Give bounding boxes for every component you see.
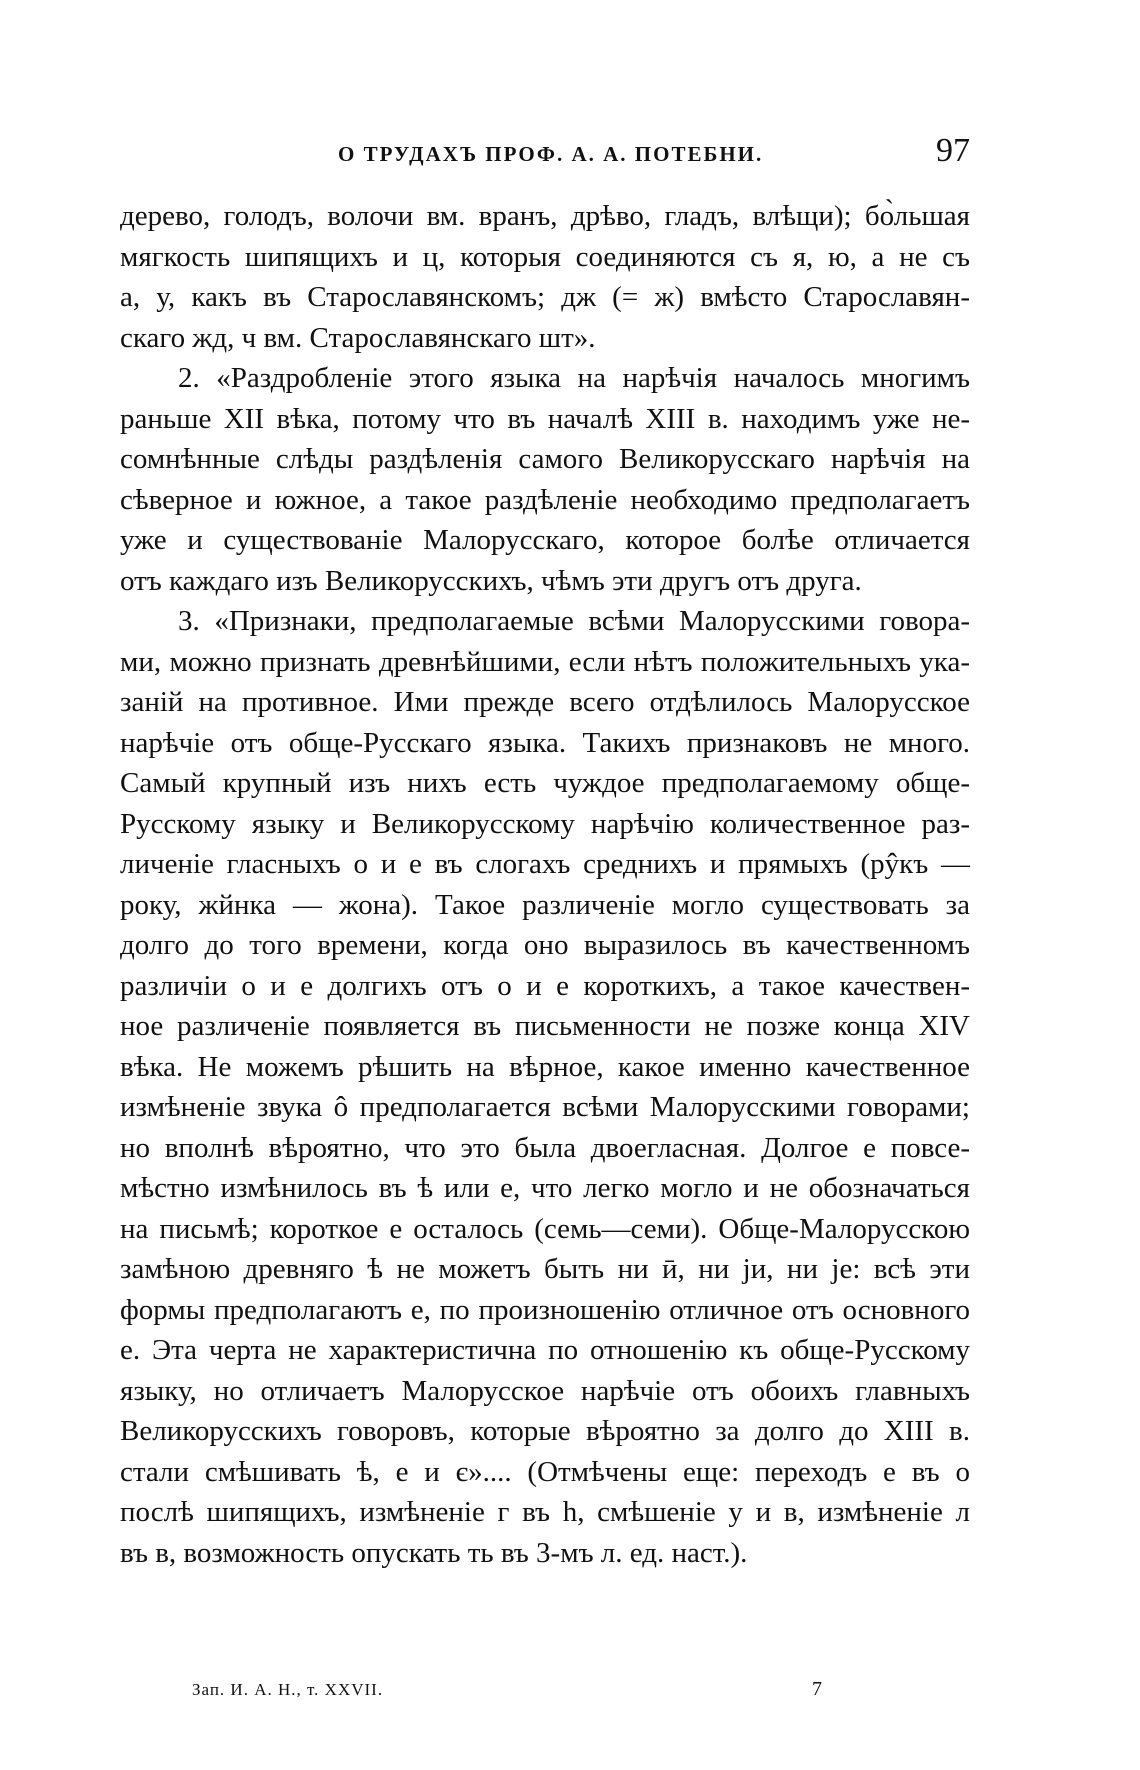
sheet-number: 7 bbox=[812, 1678, 822, 1700]
body-text bbox=[120, 196, 970, 1573]
paragraph-1 bbox=[120, 196, 970, 358]
text-line: замѣною древняго ѣ не можетъ быть ни ӣ, ни jи, ни jе: всѣ эти bbox=[120, 1253, 970, 1285]
text-line: измѣненіе звука ô предполагается всѣми Малорусскими говорами; bbox=[120, 1091, 970, 1123]
text-line: мѣстно измѣнилось въ ѣ или е, что легко могло и не обозначаться bbox=[120, 1172, 970, 1204]
paragraph-3 bbox=[120, 601, 970, 1573]
text-line: дерево, голодъ, волочи вм. вранъ, дрѣво, гладъ, влѣщи); бо̀льшая bbox=[120, 200, 970, 232]
text-line: ми, можно признать древнѣйшими, если нѣтъ положительныхъ ука- bbox=[120, 645, 970, 678]
text-line: въ в, возможность опускать ть въ 3-мъ л. ед. наст.). bbox=[120, 1536, 748, 1569]
text-line: 2. «Раздробленіе этого языка на нарѣчія началось многимъ bbox=[178, 362, 970, 394]
text-line: нарѣчіе отъ обще-Русскаго языка. Такихъ признаковъ не много. bbox=[120, 726, 970, 759]
text-line: стали смѣшивать ѣ, е и є».... (Отмѣчены еще: переходъ е въ о bbox=[120, 1455, 970, 1488]
text-line: раньше XII вѣка, потому что въ началѣ XIII в. находимъ уже не- bbox=[120, 402, 970, 435]
text-line: послѣ шипящихъ, измѣненіе г въ h, смѣшеніе у и в, измѣненіе л bbox=[120, 1496, 970, 1528]
text-line: скаго жд, ч вм. Старославянскаго шт». bbox=[120, 321, 596, 354]
text-line: языку, но отличаетъ Малорусское нарѣчіе отъ обоихъ главныхъ bbox=[120, 1374, 970, 1407]
page-header bbox=[120, 132, 970, 176]
text-line: формы предполагаютъ е, по произношенію отличное отъ основного bbox=[120, 1293, 970, 1326]
text-line: личеніе гласныхъ о и е въ слогахъ среднихъ и прямыхъ (рŷкъ — bbox=[120, 848, 970, 880]
text-line: сѣверное и южное, а такое раздѣленіе необходимо предполагаетъ bbox=[120, 483, 970, 516]
paragraph-2 bbox=[120, 358, 970, 601]
text-line: Великорусскихъ говоровъ, которые вѣроятно за долго до XIII в. bbox=[120, 1415, 970, 1447]
text-line: сомнѣнные слѣды раздѣленія самого Великорусскаго нарѣчія на bbox=[120, 443, 970, 475]
text-line: Самый крупный изъ нихъ есть чуждое предполагаемому обще- bbox=[120, 767, 970, 799]
text-line: Русскому языку и Великорусскому нарѣчію количественное раз- bbox=[120, 807, 970, 840]
text-line: различіи о и е долгихъ отъ о и е короткихъ, а такое качествен- bbox=[120, 969, 970, 1002]
printer-signature: Зап. И. А. Н., т. XXVII. bbox=[192, 1680, 384, 1699]
running-title: О ТРУДАХЪ ПРОФ. А. А. ПОТЕБНИ. bbox=[338, 142, 764, 166]
page-number: 97 bbox=[936, 132, 970, 169]
text-line: 3. «Признаки, предполагаемые всѣми Малорусскими говора- bbox=[178, 605, 970, 637]
text-line: року, жйнка — жона). Такое различеніе могло существовать за bbox=[120, 888, 970, 921]
text-line: а, у, какъ въ Старославянскомъ; дж (= ж) вмѣсто Старославян- bbox=[120, 281, 970, 313]
text-line: долго до того времени, когда оно выразилось въ качественномъ bbox=[120, 929, 970, 961]
text-line: вѣка. Не можемъ рѣшить на вѣрное, какое именно качественное bbox=[120, 1050, 970, 1083]
text-line: ное различеніе появляется въ письменности не позже конца XIV bbox=[120, 1010, 970, 1042]
page-footer bbox=[120, 1680, 970, 1710]
text-line: е. Эта черта не характеристична по отношенію къ обще-Русскому bbox=[120, 1334, 970, 1366]
text-line: но вполнѣ вѣроятно, что это была двоегласная. Долгое е повсе- bbox=[120, 1131, 970, 1164]
text-line: заній на противное. Ими прежде всего отдѣлилось Малорусское bbox=[120, 686, 970, 718]
text-line: на письмѣ; короткое е осталось (семь—семи). Обще-Малорусскою bbox=[120, 1212, 970, 1245]
text-line: отъ каждаго изъ Великорусскихъ, чѣмъ эти другъ отъ друга. bbox=[120, 564, 862, 597]
text-line: мягкость шипящихъ и ц, которыя соединяются съ я, ю, а не съ bbox=[120, 240, 970, 273]
text-line: уже и существованіе Малорусскаго, которое болѣе отличается bbox=[120, 524, 970, 556]
